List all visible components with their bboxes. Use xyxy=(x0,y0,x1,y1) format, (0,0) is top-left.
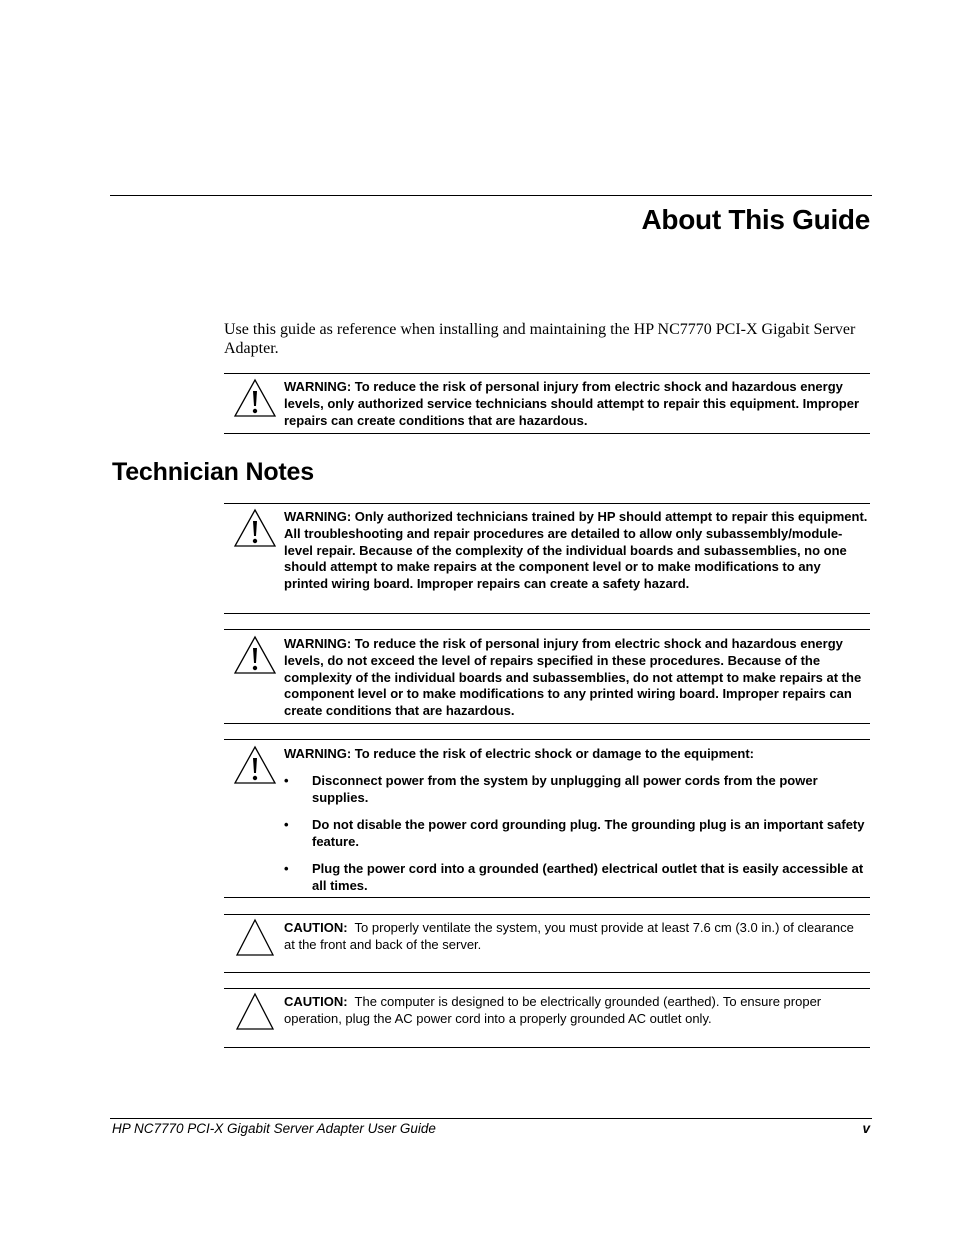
caution-text-block xyxy=(284,994,868,1028)
caution-text-block xyxy=(284,920,868,954)
caution-triangle-icon xyxy=(233,918,277,958)
caution-notice xyxy=(224,914,870,973)
warning-notice-intro xyxy=(224,373,870,434)
footer-title: HP NC7770 PCI-X Gigabit Server Adapter User Guide xyxy=(112,1121,436,1136)
warning-bullet-list xyxy=(284,772,868,895)
caution-text: To properly ventilate the system, you must provide at least 7.6 cm (3.0 in.) of clearance at the front and back of the server. xyxy=(284,920,854,952)
intro-paragraph: Use this guide as reference when installing and maintaining the HP NC7770 PCI-X Gigabit Server Adapter. xyxy=(224,321,856,357)
list-item xyxy=(284,860,868,895)
list-item-text: Do not disable the power cord grounding plug. The grounding plug is an important safety feature. xyxy=(312,816,865,850)
caution-label: CAUTION: xyxy=(284,920,348,935)
section-title: Technician Notes xyxy=(112,458,314,486)
top-rule xyxy=(110,195,872,196)
bullet: • xyxy=(284,860,289,876)
warning-notice xyxy=(224,629,870,724)
warning-exclamation-triangle-icon xyxy=(233,378,277,418)
list-item xyxy=(284,816,868,851)
caution-label: CAUTION: xyxy=(284,994,348,1009)
bullet: • xyxy=(284,816,289,832)
warning-text: WARNING: To reduce the risk of personal injury from electric shock and hazardous energy levels, do not exceed the level of repairs specified in these procedures. Because of the complexity of the individual boards and subassemblies, do not attempt to make repairs at the component level or to make modifications to any printed wiring board. Improper repairs can create conditions that are hazardous. xyxy=(284,636,862,719)
warning-notice-list xyxy=(224,739,870,898)
warning-text: WARNING: Only authorized technicians trained by HP should attempt to repair this equipment. All troubleshooting and repair procedures are detailed to allow only subassembly/module-level repair. Because of the complexity of the individual boards and subassemblies, no one should attempt to make repairs at the component level or to make modifications to any printed wiring board. Improper repairs can create a safety hazard. xyxy=(284,509,868,592)
warning-list-body xyxy=(284,746,868,895)
list-item-text: Disconnect power from the system by unplugging all power cords from the power supplies. xyxy=(312,772,818,806)
warning-exclamation-triangle-icon xyxy=(233,635,277,675)
bullet: • xyxy=(284,772,289,788)
caution-notice xyxy=(224,988,870,1048)
list-item xyxy=(284,772,868,807)
page-number: v xyxy=(862,1121,870,1136)
caution-triangle-icon xyxy=(233,992,277,1032)
warning-exclamation-triangle-icon xyxy=(233,508,277,548)
warning-list-intro: WARNING: To reduce the risk of electric shock or damage to the equipment: xyxy=(284,746,755,761)
warning-exclamation-triangle-icon xyxy=(233,745,277,785)
warning-notice xyxy=(224,503,870,614)
footer-rule xyxy=(110,1118,872,1119)
caution-text: The computer is designed to be electrically grounded (earthed). To ensure proper operation, plug the AC power cord into a properly grounded AC outlet only. xyxy=(284,994,822,1026)
warning-text: WARNING: To reduce the risk of personal injury from electric shock and hazardous energy levels, only authorized service technicians should attempt to repair this equipment. Improper repairs can create conditions that are hazardous. xyxy=(284,379,860,428)
list-item-text: Plug the power cord into a grounded (earthed) electrical outlet that is easily accessible at all times. xyxy=(312,860,864,894)
chapter-title: About This Guide xyxy=(641,204,870,235)
